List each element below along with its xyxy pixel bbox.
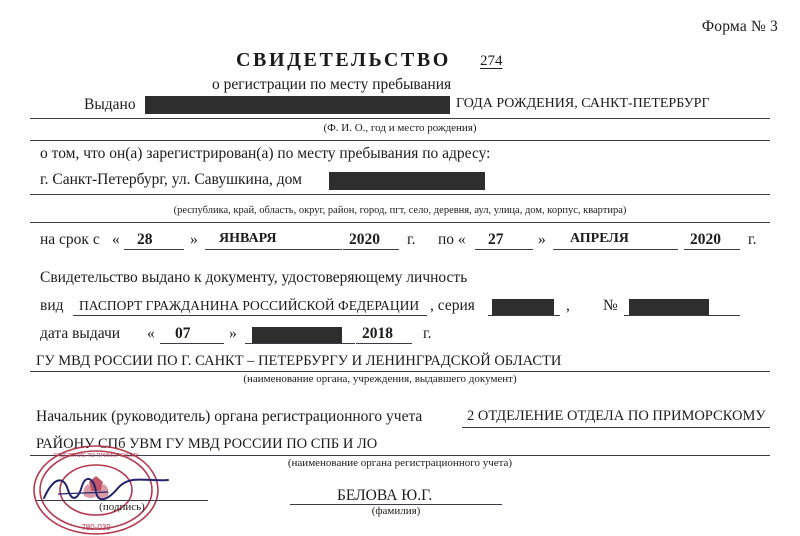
term-year-from-rule	[343, 249, 399, 250]
number-rule	[624, 315, 740, 316]
issued-to-suffix: ГОДА РОЖДЕНИЯ, САНКТ-ПЕТЕРБУРГ	[456, 96, 710, 111]
address-caption-rule	[30, 222, 770, 223]
caption-address: (республика, край, область, округ, район, город, пгт, село, деревня, аул, улица, дом, корпус, квартира)	[173, 205, 627, 216]
issued-to-redaction	[145, 96, 450, 114]
caption-surname: (фамилия)	[371, 505, 421, 517]
document-series-label: , серия	[430, 297, 475, 314]
chief-line1-rule	[462, 427, 770, 428]
term-day-to: 27	[488, 231, 504, 248]
term-year-from: 2020	[349, 231, 380, 248]
term-quote-close: »	[190, 231, 198, 248]
issue-date-year: 2018	[362, 325, 393, 342]
term-day-to-rule	[475, 249, 533, 250]
document-kind-label: вид	[40, 297, 64, 314]
series-redaction	[492, 299, 554, 315]
issue-date-day-rule	[160, 343, 224, 344]
term-day-from: 28	[137, 231, 153, 248]
term-month-from-rule	[205, 249, 342, 250]
document-kind-rule	[73, 315, 427, 316]
issued-to-rule	[30, 118, 770, 119]
registration-statement: о том, что он(а) зарегистрирован(а) по месту пребывания по адресу:	[40, 145, 491, 162]
term-year-to: 2020	[690, 231, 721, 248]
fio-rule	[30, 140, 770, 141]
svg-text:ОТДЕЛЕНИЕ ПО ПРИМОРСКОМУ: ОТДЕЛЕНИЕ ПО ПРИМОРСКОМУ	[53, 453, 139, 459]
number-redaction	[629, 299, 709, 315]
issued-to-label: Выдано	[84, 96, 136, 113]
address-redaction	[329, 172, 485, 190]
term-g-to: г.	[748, 231, 757, 248]
caption-chief: (наименование органа регистрационного учета)	[287, 457, 513, 469]
chief-value-line1: 2 ОТДЕЛЕНИЕ ОТДЕЛА ПО ПРИМОРСКОМУ	[467, 408, 766, 424]
signatory-surname: БЕЛОВА Ю.Г.	[337, 487, 433, 504]
caption-signature: (подпись)	[99, 501, 145, 513]
issuing-authority-rule	[30, 371, 770, 372]
term-quote-close-to: »	[538, 231, 546, 248]
chief-value-line2: РАЙОНУ СПб УВМ ГУ МВД РОССИИ ПО СПБ И ЛО	[36, 436, 378, 452]
series-rule	[488, 315, 560, 316]
address-rule	[30, 194, 770, 195]
document-subtitle: о регистрации по месту пребывания	[212, 76, 452, 93]
document-number-label: №	[603, 297, 618, 314]
term-prefix: на срок с	[40, 231, 100, 248]
issue-date-year-rule	[356, 343, 412, 344]
term-month-to: АПРЕЛЯ	[570, 231, 629, 246]
form-number: Форма № 3	[701, 18, 778, 35]
document-section-header: Свидетельство выдано к документу, удостоверяющему личность	[40, 269, 468, 286]
issue-date-quote-open: «	[147, 325, 155, 342]
certificate-number: 274	[480, 53, 503, 69]
issue-date-g: г.	[423, 325, 432, 342]
issue-month-rule	[245, 343, 355, 344]
address-value: г. Санкт-Петербург, ул. Савушкина, дом	[40, 171, 302, 188]
caption-fio: (Ф. И. О., год и место рождения)	[323, 122, 477, 134]
issue-month-redaction	[252, 327, 342, 343]
term-day-from-rule	[124, 249, 184, 250]
issue-date-label: дата выдачи	[40, 325, 121, 342]
issue-date-quote-close: »	[229, 325, 237, 342]
issue-date-day: 07	[175, 325, 191, 342]
caption-issuing-authority: (наименование органа, учреждения, выдавшего документ)	[243, 373, 517, 385]
document-comma: ,	[566, 297, 570, 314]
term-year-to-rule	[684, 249, 740, 250]
chief-label: Начальник (руководитель) органа регистрационного учета	[36, 408, 423, 425]
issuing-authority: ГУ МВД РОССИИ ПО Г. САНКТ – ПЕТЕРБУРГУ И ЛЕНИНГРАДСКОЙ ОБЛАСТИ	[36, 353, 562, 369]
term-month-to-rule	[553, 249, 678, 250]
document-title: СВИДЕТЕЛЬСТВО	[236, 49, 451, 71]
term-quote-open: «	[112, 231, 120, 248]
term-g-from: г.	[407, 231, 416, 248]
svg-text:780-039: 780-039	[81, 523, 111, 532]
term-po: по «	[438, 231, 466, 248]
term-month-from: ЯНВАРЯ	[219, 231, 277, 246]
document-kind-value: ПАСПОРТ ГРАЖДАНИНА РОССИЙСКОЙ ФЕДЕРАЦИИ	[79, 298, 420, 313]
